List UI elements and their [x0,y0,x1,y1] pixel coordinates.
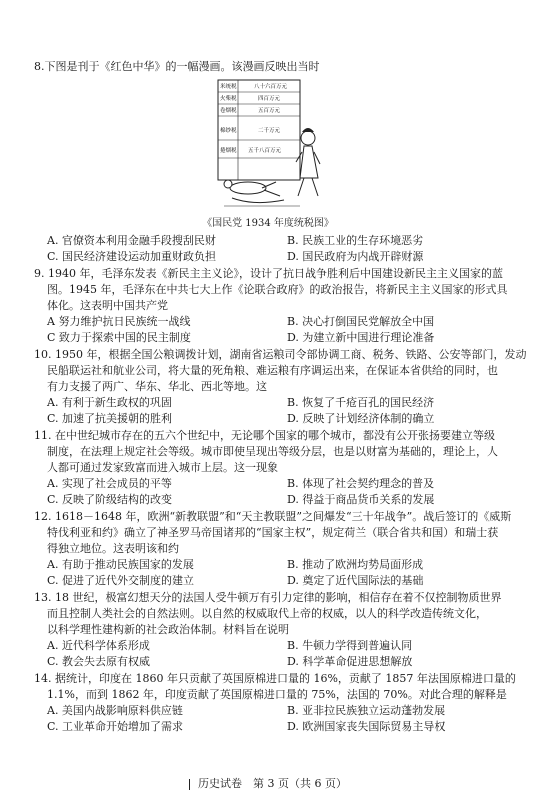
q11-stem-line-2: 制度，在法理上规定社会等级。城市即使呈现出等级分层，也是以财富为基础的，理论上，人 [47,445,498,458]
cartoon-illustration [214,78,326,216]
footer-divider [189,779,190,790]
q13-stem-line-3: 以科学理性建构新的社会政治体制。材料旨在说明 [47,623,289,636]
q12-option-c[interactable]: C. 促进了近代外交制度的建立 [47,574,195,587]
q11-stem-line-3: 人都可通过发家致富而进入城市上层。这一现象 [47,461,278,474]
cartoon-row-0-tax: 米统税 [220,84,237,90]
cartoon-row-4-amount: 五千八百万元 [248,148,282,154]
q8-option-a[interactable]: A. 官僚资本利用金融手段搜刮民财 [47,234,216,247]
q10-stem-line-2: 民船联运社和航业公司，将大量的死角粮、难运粮有序调运出来，在保证本省供给的同时，也 [47,364,498,377]
footer-text: 历史试卷 第 3 页（共 6 页） [198,777,347,790]
cartoon-row-2-tax: 卷烟税 [220,108,237,114]
q12-stem-line-3: 得独立地位。这表明该和约 [47,542,179,555]
q14-option-d[interactable]: D. 欧洲国家丧失国际贸易主导权 [287,720,446,733]
q14-option-a[interactable]: A. 美国内战影响原料供应链 [47,704,183,717]
q11-option-c[interactable]: C. 反映了阶级结构的改变 [47,493,173,506]
q13-stem-line-2: 而且控制人类社会的自然法则。以自然的权威取代上帝的权威，以人的科学改造传统文化， [47,607,487,620]
q10-stem-line-1: 10. 1950 年，根据全国公粮调拨计划，湖南省运粮司令部协调工商、税务、铁路、公安等部门，发动 [34,348,527,361]
cartoon-row-2-amount: 五百万元 [258,108,281,114]
q14-stem-line-1: 14. 据统计，印度在 1860 年只贡献了英国原棉进口量的 16%，贡献了 1857 年法国原棉进口量的 [34,672,516,685]
q11-option-d[interactable]: D. 得益于商品货币关系的发展 [287,493,435,506]
cartoon-row-3-amount: 二千万元 [258,128,281,134]
q9-option-b[interactable]: B. 决心打倒国民党解放全中国 [287,315,435,328]
q12-option-b[interactable]: B. 推动了欧洲均势局面形成 [287,558,424,571]
q10-option-d[interactable]: D. 反映了计划经济体制的确立 [287,412,435,425]
q13-option-d[interactable]: D. 科学革命促进思想解放 [287,655,413,668]
q8-option-d[interactable]: D. 国民政府为内战开辟财源 [287,250,424,263]
q13-option-c[interactable]: C. 教会失去原有权威 [47,655,151,668]
q13-stem-line-1: 13. 18 世纪，极富幻想天分的法国人受牛顿万有引力定律的影响，相信存在着不仅控制物质世界 [34,591,502,604]
q14-option-c[interactable]: C. 工业革命开始增加了需求 [47,720,184,733]
cartoon-row-1-tax: 火柴税 [220,96,237,102]
q10-option-a[interactable]: A. 有利于新生政权的巩固 [47,396,172,409]
q11-option-b[interactable]: B. 体现了社会契约理念的普及 [287,477,435,490]
q9-stem-line-2: 图。1945 年，毛泽东在中共七大上作《论联合政府》的政治报告，将新民主主义国家的形式具 [47,283,508,296]
cartoon-row-0-amount: 八十六百万元 [254,84,288,90]
q12-stem-line-2: 特伐利亚和约》确立了神圣罗马帝国诸邦的“国家主权”，规定荷兰（联合省共和国）和瑞士获 [47,526,499,539]
cartoon-row-3-tax: 棉纱税 [220,128,237,134]
q9-option-c[interactable]: C 致力于探索中国的民主制度 [47,331,191,344]
q14-stem-line-2: 1.1%，而到 1862 年，印度贡献了英国原棉进口量的 75%，法国的 70%。对此合理的解释是 [47,688,507,701]
q9-option-a[interactable]: A 努力维护抗日民族统一战线 [47,315,191,328]
page-footer [0,775,536,791]
q10-stem-line-3: 有力支援了两广、华东、华北、西北等地。这 [47,380,267,393]
q10-option-b[interactable]: B. 恢复了千疮百孔的国民经济 [287,396,435,409]
q11-option-a[interactable]: A. 实现了社会成员的平等 [47,477,172,490]
q9-stem-line-3: 体化。这表明中国共产党 [47,299,168,312]
cartoon-caption: 《国民党 1934 年度统税图》 [202,218,334,229]
q14-option-b[interactable]: B. 亚非拉民族独立运动蓬勃发展 [287,704,446,717]
q12-option-a[interactable]: A. 有助于推动民族国家的发展 [47,558,194,571]
q11-stem-line-1: 11. 在中世纪城市存在的五六个世纪中，无论哪个国家的哪个城市，都没有公开张扬要建立等级 [34,429,495,442]
q12-stem-line-1: 12. 1618－1648 年，欧洲“新教联盟”和“天主教联盟”之间爆发“三十年战争”。战后签订的《威斯 [34,510,512,523]
q8-option-c[interactable]: C. 国民经济建设运动加重财政负担 [47,250,217,263]
q13-option-a[interactable]: A. 近代科学体系形成 [47,639,150,652]
q10-option-c[interactable]: C. 加速了抗美援朝的胜利 [47,412,173,425]
q8-stem: 8.下图是刊于《红色中华》的一幅漫画。该漫画反映出当时 [34,60,320,73]
q13-option-b[interactable]: B. 牛顿力学得到普遍认同 [287,639,413,652]
q8-option-b[interactable]: B. 民族工业的生存环境恶劣 [287,234,424,247]
q9-option-d[interactable]: D. 为建立新中国进行理论准备 [287,331,435,344]
q12-option-d[interactable]: D. 奠定了近代国际法的基础 [287,574,424,587]
q9-stem-line-1: 9. 1940 年，毛泽东发表《新民主主义论》，设计了抗日战争胜利后中国建设新民主主义国家的蓝 [34,267,503,280]
cartoon-row-1-amount: 四百万元 [258,96,281,102]
cartoon-row-4-tax: 捲烟税 [220,148,237,154]
